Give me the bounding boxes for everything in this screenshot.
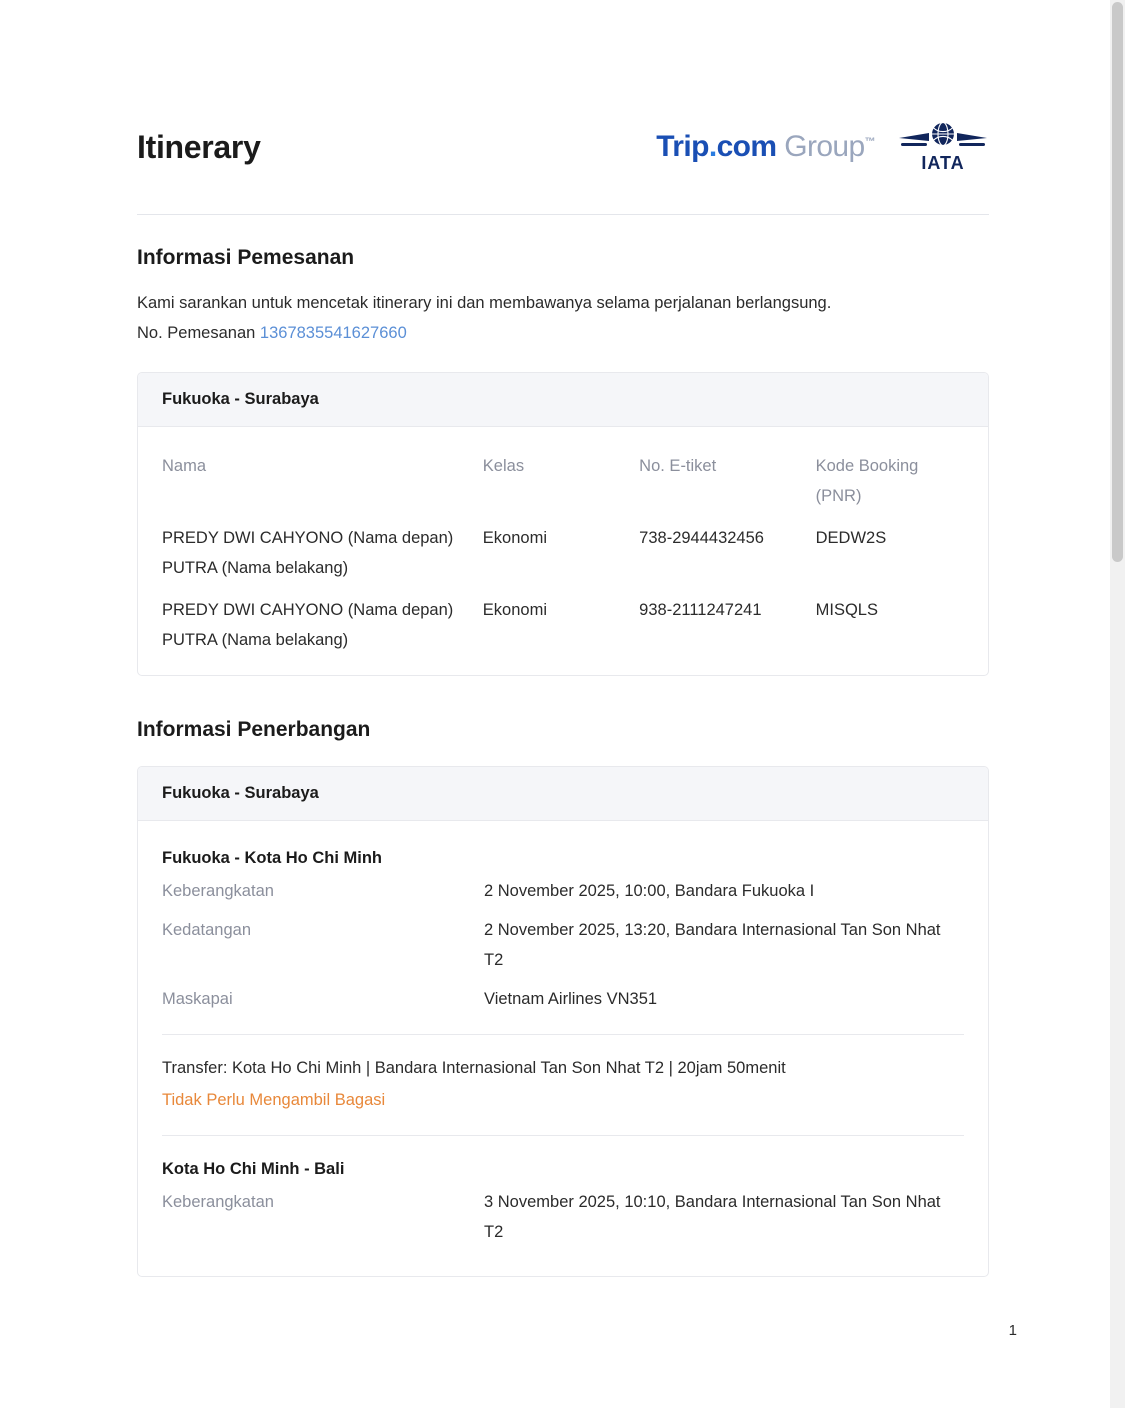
leg2-departure-value: 3 November 2025, 10:10, Bandara Internasional Tan Son Nhat T2 [484,1193,941,1241]
logo-com-text: com [716,130,777,163]
page-number: 1 [1008,1322,1017,1339]
flight-info-heading: Informasi Penerbangan [137,718,371,741]
flight-card-body [138,821,988,1276]
flight-leg-1-title: Fukuoka - Kota Ho Chi Minh [162,849,382,867]
passenger-class: Ekonomi [482,529,547,547]
leg1-departure-label: Keberangkatan [162,882,274,900]
booking-number-value[interactable]: 1367835541627660 [259,324,407,342]
passenger-card-title: Fukuoka - Surabaya [138,373,988,427]
passenger-eticket: 738-2944432456 [639,529,764,547]
brand-area [656,118,989,176]
booking-info-note: Kami sarankan untuk mencetak itinerary ini dan membawanya selama perjalanan berlangsung. [137,294,832,312]
leg1-arrival-value: 2 November 2025, 13:20, Bandara Internasional Tan Son Nhat T2 [484,921,941,969]
tripcom-group-logo [656,130,875,164]
table-row [162,583,964,655]
transfer-info: Transfer: Kota Ho Chi Minh | Bandara Internasional Tan Son Nhat T2 | 20jam 50menit [162,1059,786,1077]
leg2-departure-label: Keberangkatan [162,1193,274,1211]
leg1-airline-value: Vietnam Airlines VN351 [484,990,658,1008]
flight-card-title: Fukuoka - Surabaya [138,767,988,821]
passenger-name: PREDY DWI CAHYONO (Nama depan) PUTRA (Nama belakang) [162,601,454,649]
iata-globe-wings-icon [899,121,987,155]
leg1-departure-value: 2 November 2025, 10:00, Bandara Fukuoka I [484,882,815,900]
logo-dot-text: . [708,130,717,163]
flight-card [137,766,989,1277]
flight-leg-2-title: Kota Ho Chi Minh - Bali [162,1160,345,1178]
leg1-arrival-row [162,915,964,975]
baggage-note: Tidak Perlu Mengambil Bagasi [162,1091,386,1109]
passenger-class: Ekonomi [482,601,547,619]
iata-logo [897,118,989,176]
column-header-pnr: Kode Booking (PNR) [815,457,919,505]
column-header-nama: Nama [162,457,207,475]
passenger-pnr: MISQLS [815,601,878,619]
passenger-table [162,431,964,655]
iata-label: IATA [921,152,965,173]
leg1-airline-label: Maskapai [162,990,233,1008]
transfer-divider-top [162,1034,964,1035]
logo-trip-text: Trip [656,130,709,163]
vertical-scrollbar[interactable] [1110,0,1125,1408]
leg1-airline-row [162,984,964,1014]
passenger-name: PREDY DWI CAHYONO (Nama depan) PUTRA (Nama belakang) [162,529,454,577]
logo-trademark-text: ™ [864,136,875,148]
passenger-pnr: DEDW2S [815,529,887,547]
page-title: Itinerary [137,128,261,165]
column-header-kelas: Kelas [482,457,525,475]
scrollbar-thumb[interactable] [1112,2,1123,562]
leg2-departure-row [162,1187,964,1247]
booking-number-line [137,318,989,348]
transfer-divider-bottom [162,1135,964,1136]
passenger-table-header-row [162,431,964,511]
table-row [162,511,964,583]
booking-number-label: No. Pemesanan [137,324,256,342]
leg1-departure-row [162,876,964,906]
document-header [137,118,989,215]
leg1-arrival-label: Kedatangan [162,921,252,939]
column-header-etiket: No. E-tiket [639,457,717,475]
passenger-card [137,372,989,676]
booking-info-heading: Informasi Pemesanan [137,246,355,269]
passenger-card-body [138,427,988,675]
passenger-eticket: 938-2111247241 [639,601,762,619]
logo-group-text: Group [784,130,865,163]
page-content [137,118,989,1277]
